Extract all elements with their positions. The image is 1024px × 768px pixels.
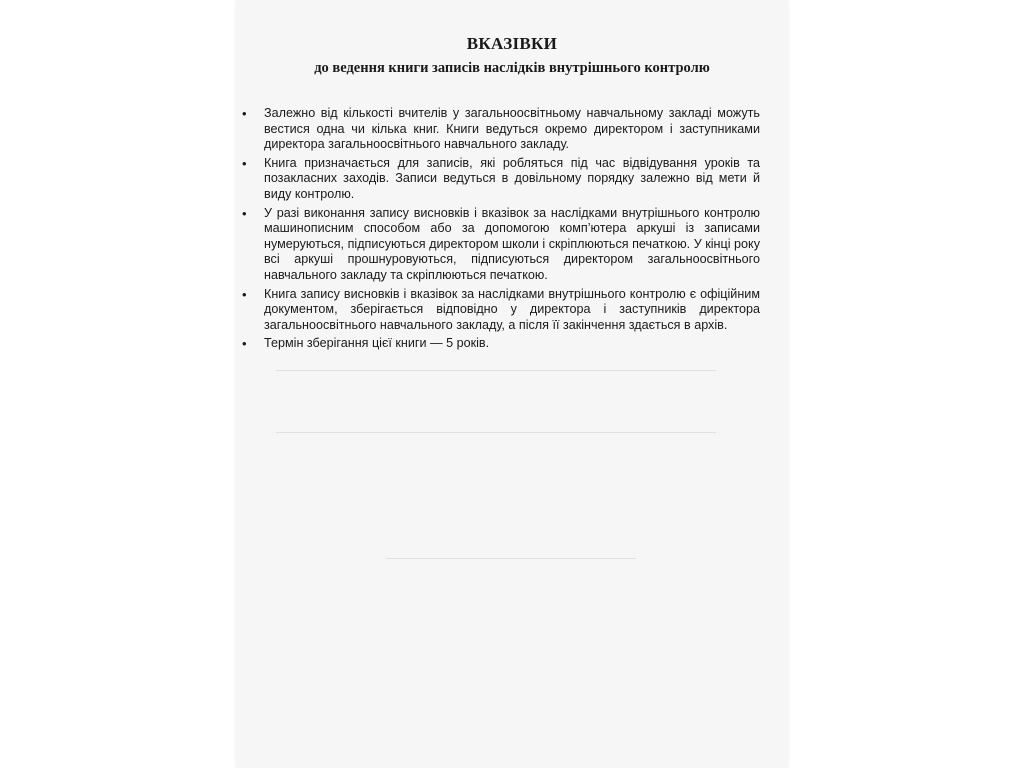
list-item-text: У разі виконання запису висновків і вказівок за наслідками внутрішнього контролю машинописним способом або за допомогою комп’ютера аркуші із записами нумеруються, підписуються директором школи і скріплюються печаткою. У кінці року всі аркуші прошнуровуються, підписуються директором загальноосвітнього навчального закладу та скріплюються печаткою. [264, 205, 760, 282]
list-item-text: Книга запису висновків і вказівок за наслідками внутрішнього контролю є офіційним документом, зберігається відповідно у директора і заступників директора загальноосвітнього навчального закладу, а після її закінчення здається в архів. [264, 286, 760, 332]
show-through-line [276, 370, 716, 371]
show-through-line [276, 432, 716, 433]
bullet-icon: • [242, 336, 247, 352]
instructions-list [242, 106, 760, 355]
list-item [242, 336, 760, 352]
list-item [242, 287, 760, 334]
list-item [242, 206, 760, 284]
list-item-text: Залежно від кількості вчителів у загальноосвітньому навчальному закладі можуть вестися одна чи кілька книг. Книги ведуться окремо директором і заступниками директора загальноосвітнього навчального закладу. [264, 106, 760, 152]
bullet-icon: • [242, 205, 247, 221]
bullet-icon: • [242, 155, 247, 171]
bullet-icon: • [242, 286, 247, 302]
document-page [236, 0, 788, 768]
show-through-line [386, 558, 636, 559]
list-item-text: Книга призначається для записів, які робляться під час відвідування уроків та позакласних заходів. Записи ведуться в довільному порядку залежно від мети й виду контролю. [264, 155, 760, 201]
bullet-icon: • [242, 106, 247, 121]
page-subtitle: до ведення книги записів наслідків внутрішнього контролю [314, 60, 710, 76]
list-item [242, 106, 760, 153]
list-item [242, 156, 760, 203]
page-title: ВКАЗІВКИ [466, 34, 558, 53]
list-item-text: Термін зберігання цієї книги — 5 років. [264, 336, 490, 351]
